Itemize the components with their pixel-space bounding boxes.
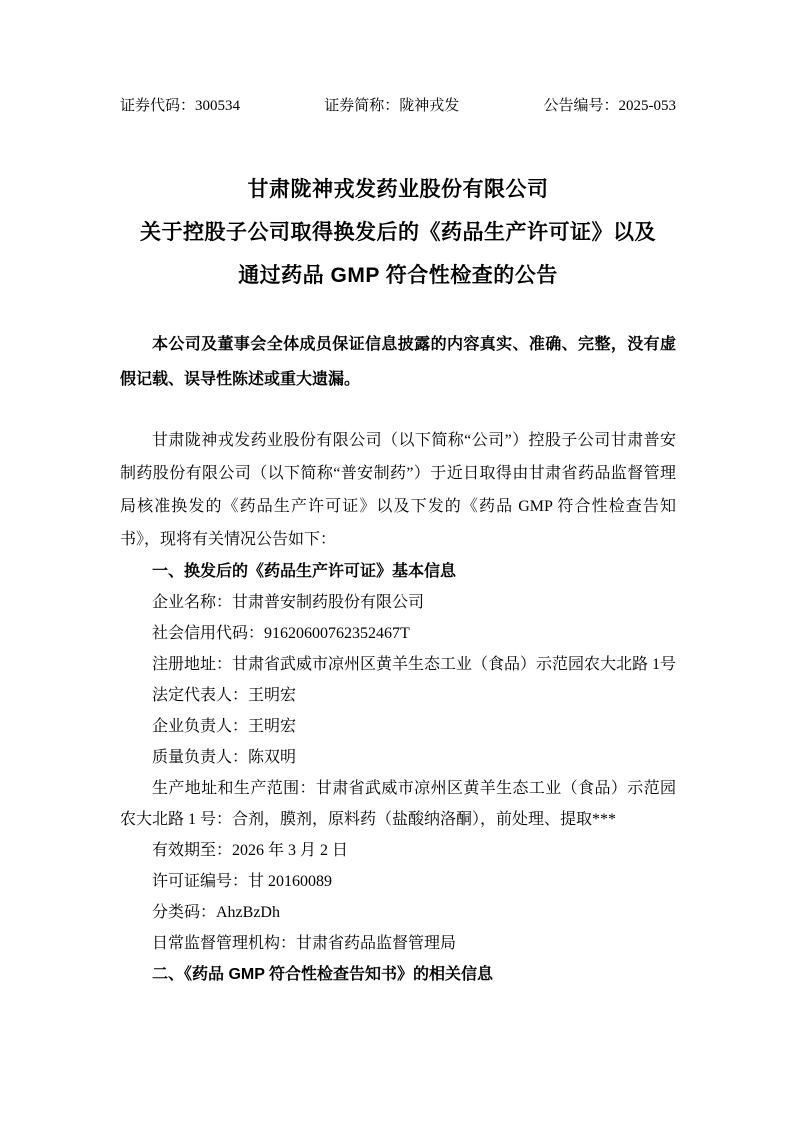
intro-paragraph: 甘肃陇神戎发药业股份有限公司（以下简称“公司”）控股子公司甘肃普安制药股份有限公司（以下简称“普安制药”）于近日取得由甘肃省药品监督管理局核准换发的《药品生产许可证》以及下发的《药品 GMP 符合性检查告知书》，现将有关情况公告如下：: [120, 432, 676, 548]
title-line-company: 甘肃陇神戎发药业股份有限公司: [247, 178, 549, 201]
info-quality-principal: 质量负责人：陈双明: [152, 749, 297, 766]
stock-abbreviation: 证券简称：陇神戎发: [324, 98, 460, 114]
title-line-gmp: 通过药品 GMP 符合性检查的公告: [238, 264, 558, 287]
info-classification-code: 分类码：AhzBzDh: [152, 904, 280, 921]
info-enterprise-principal: 企业负责人：王明宏: [152, 718, 297, 735]
section1-heading: 一、换发后的《药品生产许可证》基本信息: [152, 563, 457, 580]
info-social-credit-code: 社会信用代码：91620600762352467T: [152, 625, 410, 642]
title-line-subject: 关于控股子公司取得换发后的《药品生产许可证》以及: [140, 221, 656, 244]
info-supervising-authority: 日常监督管理机构：甘肃省药品监督管理局: [152, 935, 457, 952]
info-license-number: 许可证编号：甘 20160089: [152, 873, 333, 890]
info-production-address-scope: 生产地址和生产范围：甘肃省武威市凉州区黄羊生态工业（食品）示范园农大北路 1 号：合剂，膜剂，原料药（盐酸纳洛酮），前处理、提取***: [120, 780, 676, 828]
disclaimer-paragraph: 本公司及董事会全体成员保证信息披露的内容真实、准确、完整，没有虚假记载、误导性陈述或重大遗漏。: [120, 336, 676, 388]
announcement-number: 公告编号：2025-053: [543, 98, 676, 114]
info-enterprise-name: 企业名称：甘肃普安制药股份有限公司: [152, 594, 425, 611]
info-valid-until: 有效期至：2026 年 3 月 2 日: [152, 842, 349, 859]
document-title: [120, 168, 676, 297]
stock-code: 证券代码：300534: [120, 98, 241, 114]
info-legal-representative: 法定代表人：王明宏: [152, 687, 297, 704]
document-header: [120, 96, 676, 116]
info-registered-address: 注册地址：甘肃省武威市凉州区黄羊生态工业（食品）示范园农大北路 1号: [152, 656, 677, 673]
section2-heading: 二、《药品 GMP 符合性检查告知书》的相关信息: [152, 966, 494, 983]
